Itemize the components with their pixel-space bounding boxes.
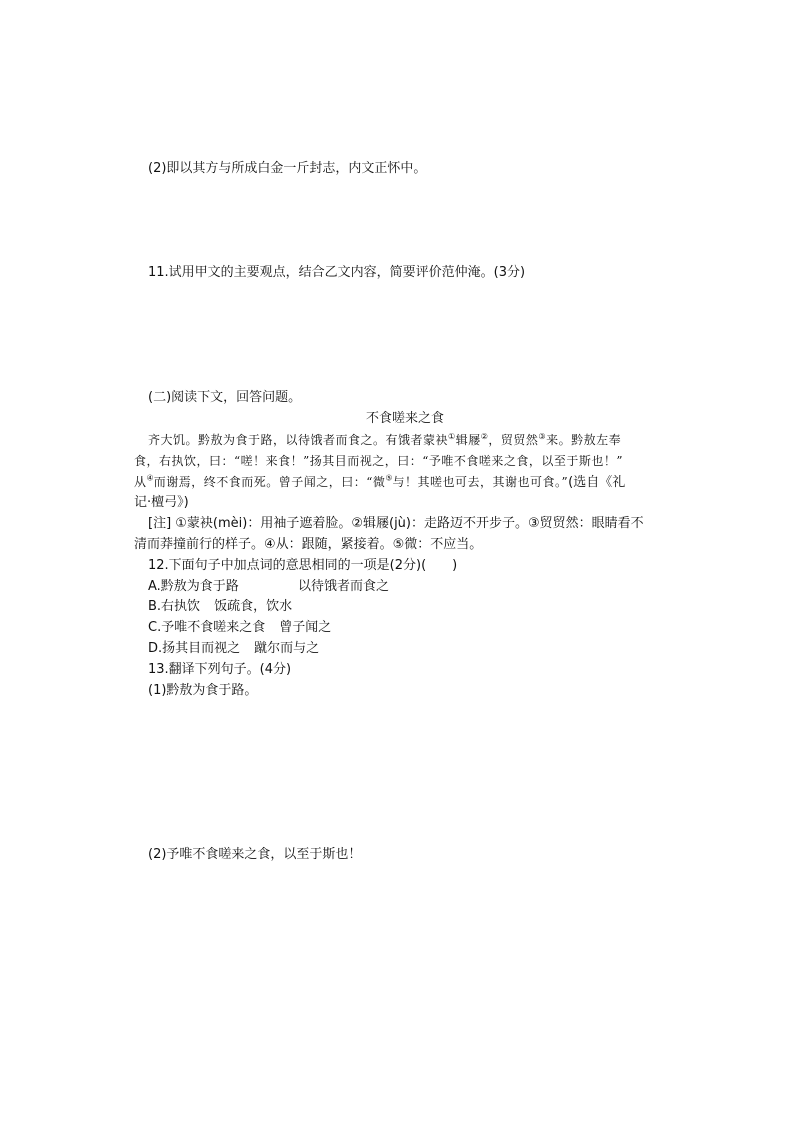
passage-line-2: 食，右执饮，曰：“嗟！来食！”扬其目而视之，曰：“予唯不食嗟来之食，以至于斯也！” bbox=[134, 454, 624, 468]
question-12-stem: 12.下面句子中加点词的意思相同的一项是(2分)( ) bbox=[148, 558, 458, 573]
question-13-item-2: (2)予唯不食嗟来之食，以至于斯也！ bbox=[148, 847, 362, 862]
option-text: D.扬其目而视之 bbox=[148, 641, 241, 656]
option-text: 以待饿者而食之 bbox=[298, 579, 390, 594]
passage-text: 来。黔敖左奉 bbox=[546, 433, 622, 447]
passage-text: 与！其嗟也可去，其谢也可食。” bbox=[392, 475, 569, 489]
question-11: 11.试用甲文的主要观点，结合乙文内容，简要评价范仲淹。(3分) bbox=[148, 265, 526, 280]
option-text: 饭疏食，饮水 bbox=[214, 599, 293, 614]
section-2-heading: (二)阅读下文，回答问题。 bbox=[148, 390, 302, 405]
option-text: B.右执饮 bbox=[148, 599, 201, 614]
footnote-marker: ⑤ bbox=[385, 473, 393, 483]
option-text: 蹴尔而与之 bbox=[254, 641, 320, 656]
option-text: 曾子闻之 bbox=[279, 620, 332, 635]
option-text: A.黔敖为食于路 bbox=[148, 579, 239, 594]
passage-line-3 bbox=[134, 473, 625, 492]
option-a bbox=[148, 578, 389, 596]
passage-text: ，贸贸然 bbox=[488, 433, 539, 447]
question-10-item-2: (2)即以其方与所成白金一斤封志，内文正怀中。 bbox=[148, 161, 427, 176]
passage-text: 辑屦 bbox=[455, 433, 481, 447]
passage-text: 从 bbox=[134, 475, 147, 489]
passage-source: (选自《礼 bbox=[568, 475, 626, 490]
passage-line-1 bbox=[148, 431, 621, 449]
passage-text: 而谢焉，终不食而死。曾子闻之，曰：“微 bbox=[153, 475, 386, 489]
option-d bbox=[148, 640, 319, 658]
annotation-line-2: 清而莽撞前行的样子。④从：跟随，紧接着。⑤微：不应当。 bbox=[134, 537, 483, 552]
footnote-marker: ② bbox=[480, 432, 489, 441]
footnote-marker: ③ bbox=[538, 432, 547, 441]
passage-text: 齐大饥。黔敖为食于路，以待饿者而食之。有饿者蒙袂 bbox=[148, 433, 449, 447]
option-b bbox=[148, 598, 292, 616]
annotation-line-1: [注] ①蒙袂(mèi)：用袖子遮着脸。②辑屦(jù)：走路迈不开步子。③贸贸然：眼睛看不 bbox=[148, 516, 644, 531]
option-text: C.予唯不食嗟来之食 bbox=[148, 620, 266, 635]
question-13-item-1: (1)黔敖为食于路。 bbox=[148, 683, 258, 698]
passage-title: 不食嗟来之食 bbox=[365, 411, 444, 426]
footnote-marker: ① bbox=[448, 432, 456, 441]
option-c bbox=[148, 619, 331, 637]
footnote-marker: ④ bbox=[146, 473, 154, 483]
passage-source: 记·檀弓》) bbox=[134, 495, 189, 510]
question-13-stem: 13.翻译下列句子。(4分) bbox=[148, 662, 292, 677]
